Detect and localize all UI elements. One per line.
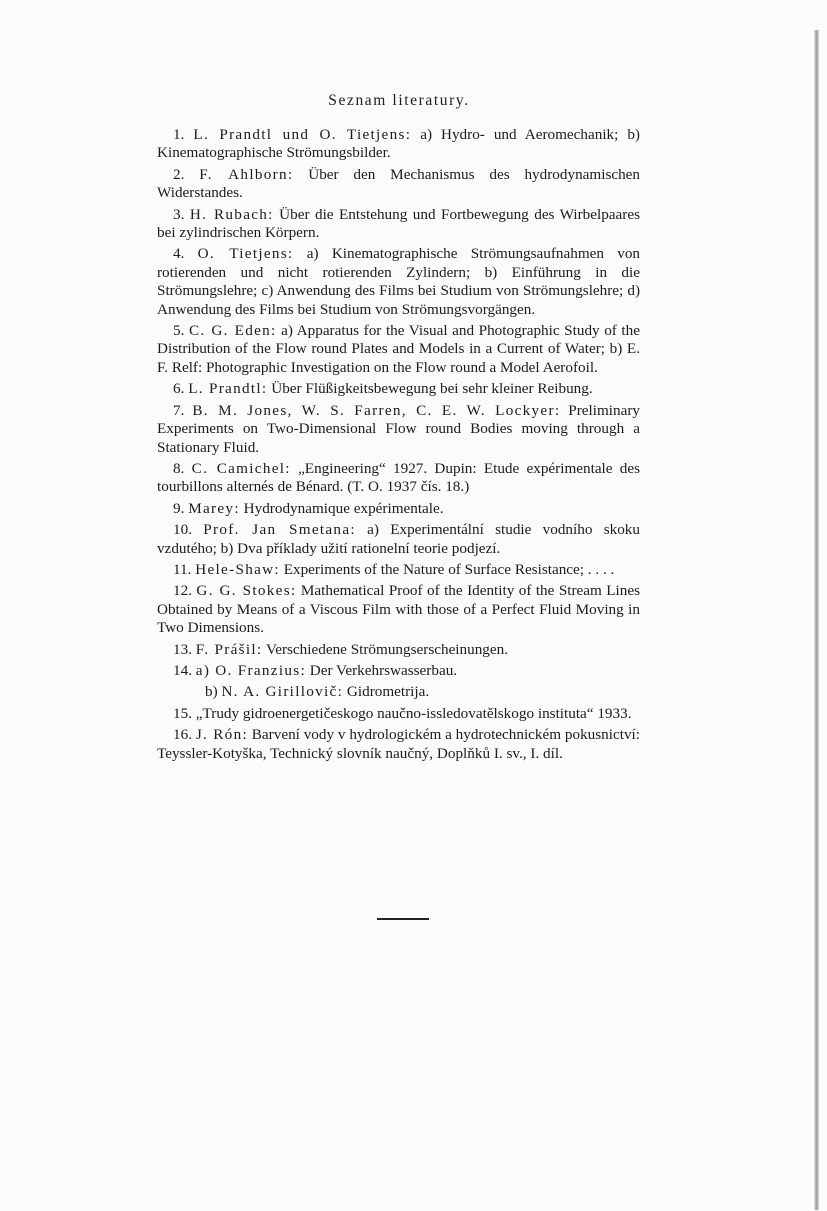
reference-item xyxy=(157,460,640,497)
reference-author: L. Prandtl: xyxy=(188,380,268,398)
reference-number: 3. xyxy=(173,205,185,223)
reference-text: Über die Entstehung und Fortbewegung des Wirbelpaares bei zylindrischen Körpern. xyxy=(157,205,640,242)
reference-item xyxy=(157,641,640,659)
reference-number: 2. xyxy=(173,165,185,183)
page-edge-shadow xyxy=(814,30,819,1210)
reference-text: Verschiedene Strömungserscheinungen. xyxy=(262,640,509,658)
reference-number: 15. xyxy=(173,704,192,722)
reference-text: Experiments of the Nature of Surface Resistance; . . . . xyxy=(279,560,615,578)
reference-number: 11. xyxy=(173,560,192,578)
reference-author: F. Ahlborn: xyxy=(199,165,294,183)
reference-text: Barvení vody v hydrologickém a hydrotechnickém pokusnictví: Teyssler-Kotyška, Technický slovník naučný, Doplňků I. sv., I. díl. xyxy=(157,726,640,762)
reference-item xyxy=(157,126,640,163)
reference-author: C. Camichel: xyxy=(191,459,291,477)
reference-number: 16. xyxy=(173,726,192,744)
reference-item xyxy=(157,402,640,457)
reference-author: H. Rubach: xyxy=(189,205,274,223)
reference-text: „Engineering“ 1927. Dupin: Etude expérimentale des tourbillons alternés de Bénard. (T. O. 1937 čís. 18.) xyxy=(157,459,640,496)
reference-item xyxy=(157,322,640,377)
reference-text: a) Kinematographische Strömungsaufnahmen von rotierenden und nicht rotierenden Zylindern; b) Einführung in die Strömungslehre; c) Anwendung des Films bei Studium von Strömungslehre; d) Anwendung des Films bei Studium von Strömungsvorgängen. xyxy=(157,245,641,318)
reference-item xyxy=(157,380,640,398)
reference-number: 12. xyxy=(173,582,192,600)
reference-number: 1. xyxy=(173,126,185,143)
end-rule xyxy=(377,918,429,920)
reference-author: Prof. Jan Smetana: xyxy=(203,521,356,539)
reference-number: 4. xyxy=(173,245,185,263)
reference-text: a) Hydro- und Aeromechanik; b) Kinematographische Strömungsbilder. xyxy=(157,126,640,162)
reference-text: Mathematical Proof of the Identity of the Stream Lines Obtained by Means of a Viscous Film with those of a Perfect Fluid Moving in Two Dimensions. xyxy=(157,582,641,637)
reference-item xyxy=(157,582,640,637)
reference-subitem xyxy=(157,683,640,701)
reference-number: b) xyxy=(205,683,218,701)
reference-item xyxy=(157,521,640,558)
reference-item xyxy=(157,662,640,680)
reference-text: a) Experimentální studie vodního skoku vzdutého; b) Dva příklady užití rationelní teorie podjezí. xyxy=(157,521,640,557)
reference-number: 13. xyxy=(173,640,192,658)
reference-number: 5. xyxy=(173,322,185,340)
reference-item xyxy=(157,206,640,243)
reference-text: a) Apparatus for the Visual and Photographic Study of the Distribution of the Flow round Plates and Models in a Current of Water; b) E. F. Relf: Photographic Investigation on the Flow round a Model Aerofoil. xyxy=(157,322,640,376)
reference-author: L. Prandtl und O. Tietjens: xyxy=(193,126,412,143)
reference-text: „Trudy gidroenergetičeskogo naučno-issledovatělskogo instituta“ 1933. xyxy=(195,704,632,722)
reference-text: Gidrometrija. xyxy=(343,683,430,701)
reference-text: Der Verkehrswasserbau. xyxy=(305,661,458,679)
page-title: Seznam literatury. xyxy=(328,92,470,109)
reference-number: 9. xyxy=(173,499,185,517)
reference-number: 7. xyxy=(173,401,185,419)
reference-item xyxy=(157,500,640,518)
reference-item xyxy=(157,561,640,579)
reference-author: J. Rón: xyxy=(195,726,248,744)
reference-item xyxy=(157,726,640,763)
reference-number: 14. xyxy=(173,661,192,679)
reference-author: F. Prášil: xyxy=(195,640,263,658)
reference-text: Hydrodynamique expérimentale. xyxy=(239,499,444,517)
reference-author: B. M. Jones, W. S. Farren, C. E. W. Lockyer: xyxy=(192,401,561,419)
reference-list xyxy=(157,126,640,766)
reference-number: 6. xyxy=(173,380,185,398)
reference-item xyxy=(157,166,640,203)
reference-author: N. A. Girillovič: xyxy=(221,683,344,701)
reference-number: 8. xyxy=(173,459,185,477)
reference-item xyxy=(157,245,640,319)
reference-author: G. G. Stokes: xyxy=(196,582,297,600)
reference-number: 10. xyxy=(173,521,192,539)
reference-text: Über den Mechanismus des hydrodynamischen Widerstandes. xyxy=(157,165,641,202)
reference-item xyxy=(157,705,640,723)
reference-author: Marey: xyxy=(188,499,240,517)
reference-author: C. G. Eden: xyxy=(188,322,277,340)
reference-text: Preliminary Experiments on Two-Dimensional Flow round Bodies moving through a Stationary Fluid. xyxy=(157,401,641,456)
reference-author: O. Tietjens: xyxy=(197,245,294,263)
reference-author: a) O. Franzius: xyxy=(195,661,306,679)
reference-author: Hele-Shaw: xyxy=(195,560,280,578)
reference-text: Über Flüßigkeitsbewegung bei sehr kleiner Reibung. xyxy=(267,380,593,398)
